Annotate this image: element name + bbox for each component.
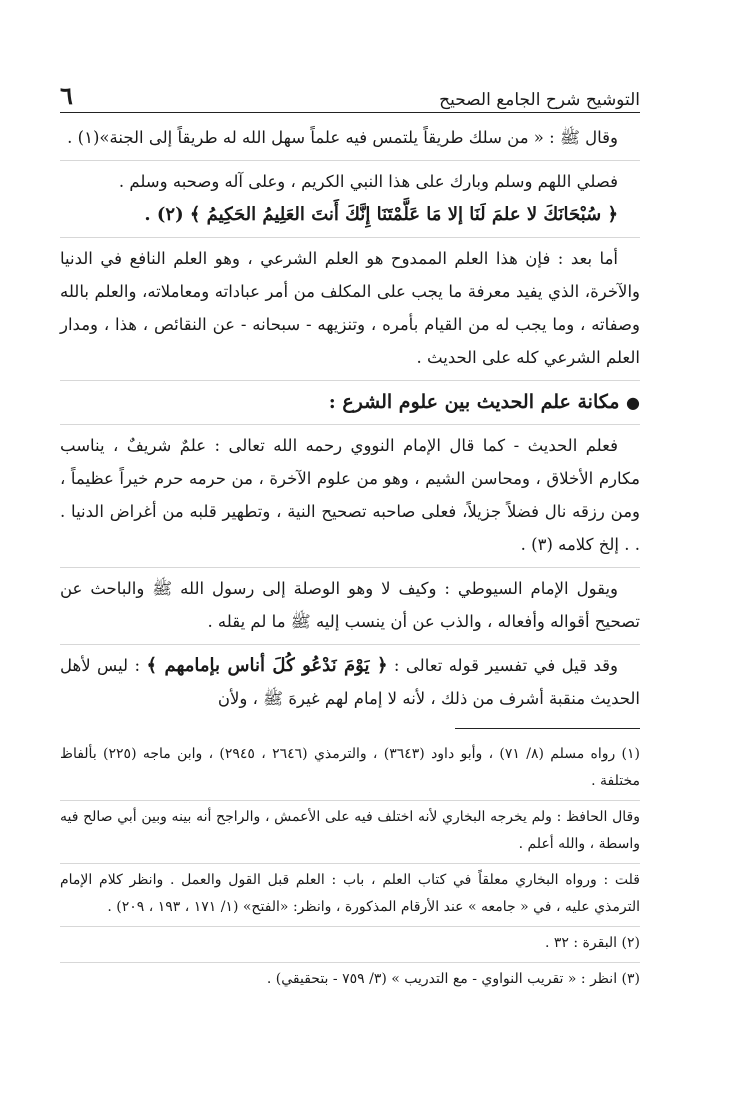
tafsir-end: : ليس لأهل الحديث منقبة أشرف من ذلك ، لأنه لا إمام لهم غيرهَ ﷺ ، ولأن xyxy=(60,656,640,708)
intro-paragraph: أما بعد : فإن هذا العلم الممدوح هو العلم الشرعي ، وهو العلم النافع في الدنيا والآخرة، الذي يفيد معرفة ما يجب على المكلف من أمر عباداته ومعاملاته، والعلم بالله وصفاته ، وما يجب له من القيام بأمره ، وتنزيهه - سبحانه - عن النقائص ، هذا ، ومدار العلم الشرعي كله على الحديث . xyxy=(60,249,640,367)
tafsir-block xyxy=(60,645,640,721)
footnote-3-text: (٣) انظر : « تقريب النواوي - مع التدريب » (٣/ ٧٥٩ - بتحقيقي) . xyxy=(266,971,640,987)
footnote-1 xyxy=(60,738,640,801)
footnote-1-hafiz-text: وقال الحافظ : ولم يخرجه البخاري لأنه اختلف فيه على الأعمش ، والراجح أنه بينه وبين أبي صالح فيه واسطة ، والله أعلم . xyxy=(60,809,640,852)
page-number: ٦ xyxy=(60,81,73,110)
tafsir-start: وقد قيل في تفسير قوله تعالى : xyxy=(387,656,618,675)
footnote-1-qult xyxy=(60,864,640,927)
intro-block xyxy=(60,238,640,381)
footnote-2 xyxy=(60,927,640,963)
suyuti-block xyxy=(60,568,640,645)
page-header xyxy=(60,70,640,113)
footnote-2-text: (٢) البقرة : ٣٢ . xyxy=(544,935,640,951)
footnote-1-qult-text: قلت : ورواه البخاري معلقاً في كتاب العلم ، باب : العلم قبل القول والعمل . وانظر كلام الإمام الترمذي عليه ، في « جامعه » عند الأرقام المذكورة ، وانظر: «الفتح» (١/ ١٧١ ، ١٩٣ ، ٢٠٩) . xyxy=(60,872,640,915)
section-heading-text: مكانة علم الحديث بين علوم الشرع : xyxy=(328,391,620,413)
suyuti-paragraph: ويقول الإمام السيوطي : وكيف لا وهو الوصلة إلى رسول الله ﷺ والباحث عن تصحيح أقواله وأفعاله ، والذب عن أن ينسب إليه ﷺ ما لم يقله . xyxy=(60,579,640,631)
quran-verse: ﴿ سُبْحَانَكَ لا علمَ لَنَا إلا مَا عَلَّمْتَنَا إِنَّكَ أَنتَ العَلِيمُ الحَكِيمُ ﴾ (٢) . xyxy=(144,204,618,225)
book-page xyxy=(60,70,641,987)
tafsir-paragraph xyxy=(60,649,640,715)
section-heading xyxy=(60,381,640,425)
hadith-block xyxy=(60,117,640,161)
bullet-icon: ● xyxy=(626,393,640,412)
tafsir-verse: ﴿ يَوْمَ نَدْعُو كُلَ أناس بإمامهم ﴾ xyxy=(146,655,388,676)
nawawi-block xyxy=(60,425,640,568)
footnote-1-text: (١) رواه مسلم (٨/ ٧١) ، وأبو داود (٣٦٤٣) ، والترمذي (٢٦٤٦ ، ٢٩٤٥) ، وابن ماجه (٢٢٥) بألفاظ مختلفة . xyxy=(60,746,641,789)
salawat-block xyxy=(60,161,640,238)
running-title: التوشيح شرح الجامع الصحيح xyxy=(439,90,640,110)
footnote-1-hafiz xyxy=(60,801,640,864)
footnotes xyxy=(60,738,640,998)
nawawi-paragraph: فعلم الحديث - كما قال الإمام النووي رحمه الله تعالى : علمٌ شريفٌ ، يناسب مكارم الأخلاق ، ومحاسن الشيم ، وهو من علوم الآخرة ، من حرمه حرم خيراً عظيماً ، ومن رزقه نال فضلاً جزيلاً، فعلى صاحبه تصحيح النية ، وتطهير قلبه من أغراض الدنيا . . . إلخ كلامه (٣) . xyxy=(60,436,640,554)
footnote-divider xyxy=(455,728,640,729)
salawat-line: فصلي اللهم وسلم وبارك على هذا النبي الكريم ، وعلى آله وصحبه وسلم . xyxy=(118,172,618,191)
main-text xyxy=(60,117,640,721)
footnote-3 xyxy=(60,963,640,998)
hadith-line: وقال ﷺ : « من سلك طريقاً يلتمس فيه علماً سهل الله له طريقاً إلى الجنة»(١) . xyxy=(67,128,618,147)
